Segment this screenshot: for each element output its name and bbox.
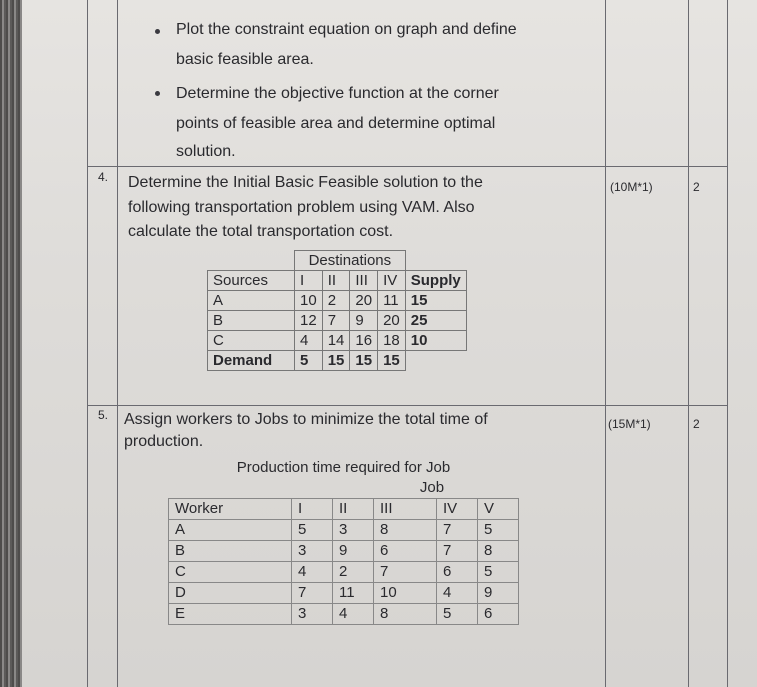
table-row: C 4 2 7 6 5 <box>169 562 519 583</box>
question-text: Determine the Initial Basic Feasible solution to the <box>128 174 483 191</box>
table-row: D 7 11 10 4 9 <box>169 583 519 604</box>
marks-label: (10M*1) <box>610 180 653 194</box>
page-edge-shadow <box>0 0 22 687</box>
question-number: 4. <box>98 170 109 184</box>
column-rule <box>117 0 118 687</box>
column-rule <box>87 0 88 687</box>
table-row: B 3 9 6 7 8 <box>169 541 519 562</box>
question-number: 5. <box>98 408 109 422</box>
bullet-text: points of feasible area and determine optimal <box>176 115 496 132</box>
bullet-text: Plot the constraint equation on graph and define <box>176 21 517 38</box>
table-row: A 5 3 8 7 5 <box>169 520 519 541</box>
table-row: B 12 7 9 20 25 <box>208 311 467 331</box>
table-title: Production time required for Job <box>236 459 451 476</box>
bullet-text: Determine the objective function at the corner <box>176 85 499 102</box>
table-subtitle: Job <box>419 479 445 496</box>
transportation-table <box>207 250 467 371</box>
marks-label: (15M*1) <box>608 417 651 431</box>
table-row: C 4 14 16 18 10 <box>208 331 467 351</box>
bullet-text: solution. <box>176 143 236 160</box>
table-title: Destinations <box>295 251 406 271</box>
question-text: calculate the total transportation cost. <box>128 223 394 240</box>
assignment-table <box>168 458 519 625</box>
co-label: 2 <box>693 180 700 194</box>
table-row: E 3 4 8 5 6 <box>169 604 519 625</box>
bullet-icon <box>155 29 160 34</box>
co-label: 2 <box>693 417 700 431</box>
column-rule <box>605 0 606 687</box>
table-header-row: Worker I II III IV V <box>169 499 519 520</box>
question-text: Assign workers to Jobs to minimize the total time of <box>124 411 488 428</box>
column-rule <box>727 0 728 687</box>
question-text: production. <box>124 433 204 450</box>
table-row: A 10 2 20 11 15 <box>208 291 467 311</box>
table-header-row: Sources I II III IV Supply <box>208 271 467 291</box>
bullet-text: basic feasible area. <box>176 51 314 68</box>
row-rule <box>87 166 727 167</box>
table-row: Demand 5 15 15 15 <box>208 351 467 371</box>
question-text: following transportation problem using VAM. Also <box>128 199 475 216</box>
row-rule <box>87 405 727 406</box>
bullet-icon <box>155 91 160 96</box>
column-rule <box>688 0 689 687</box>
